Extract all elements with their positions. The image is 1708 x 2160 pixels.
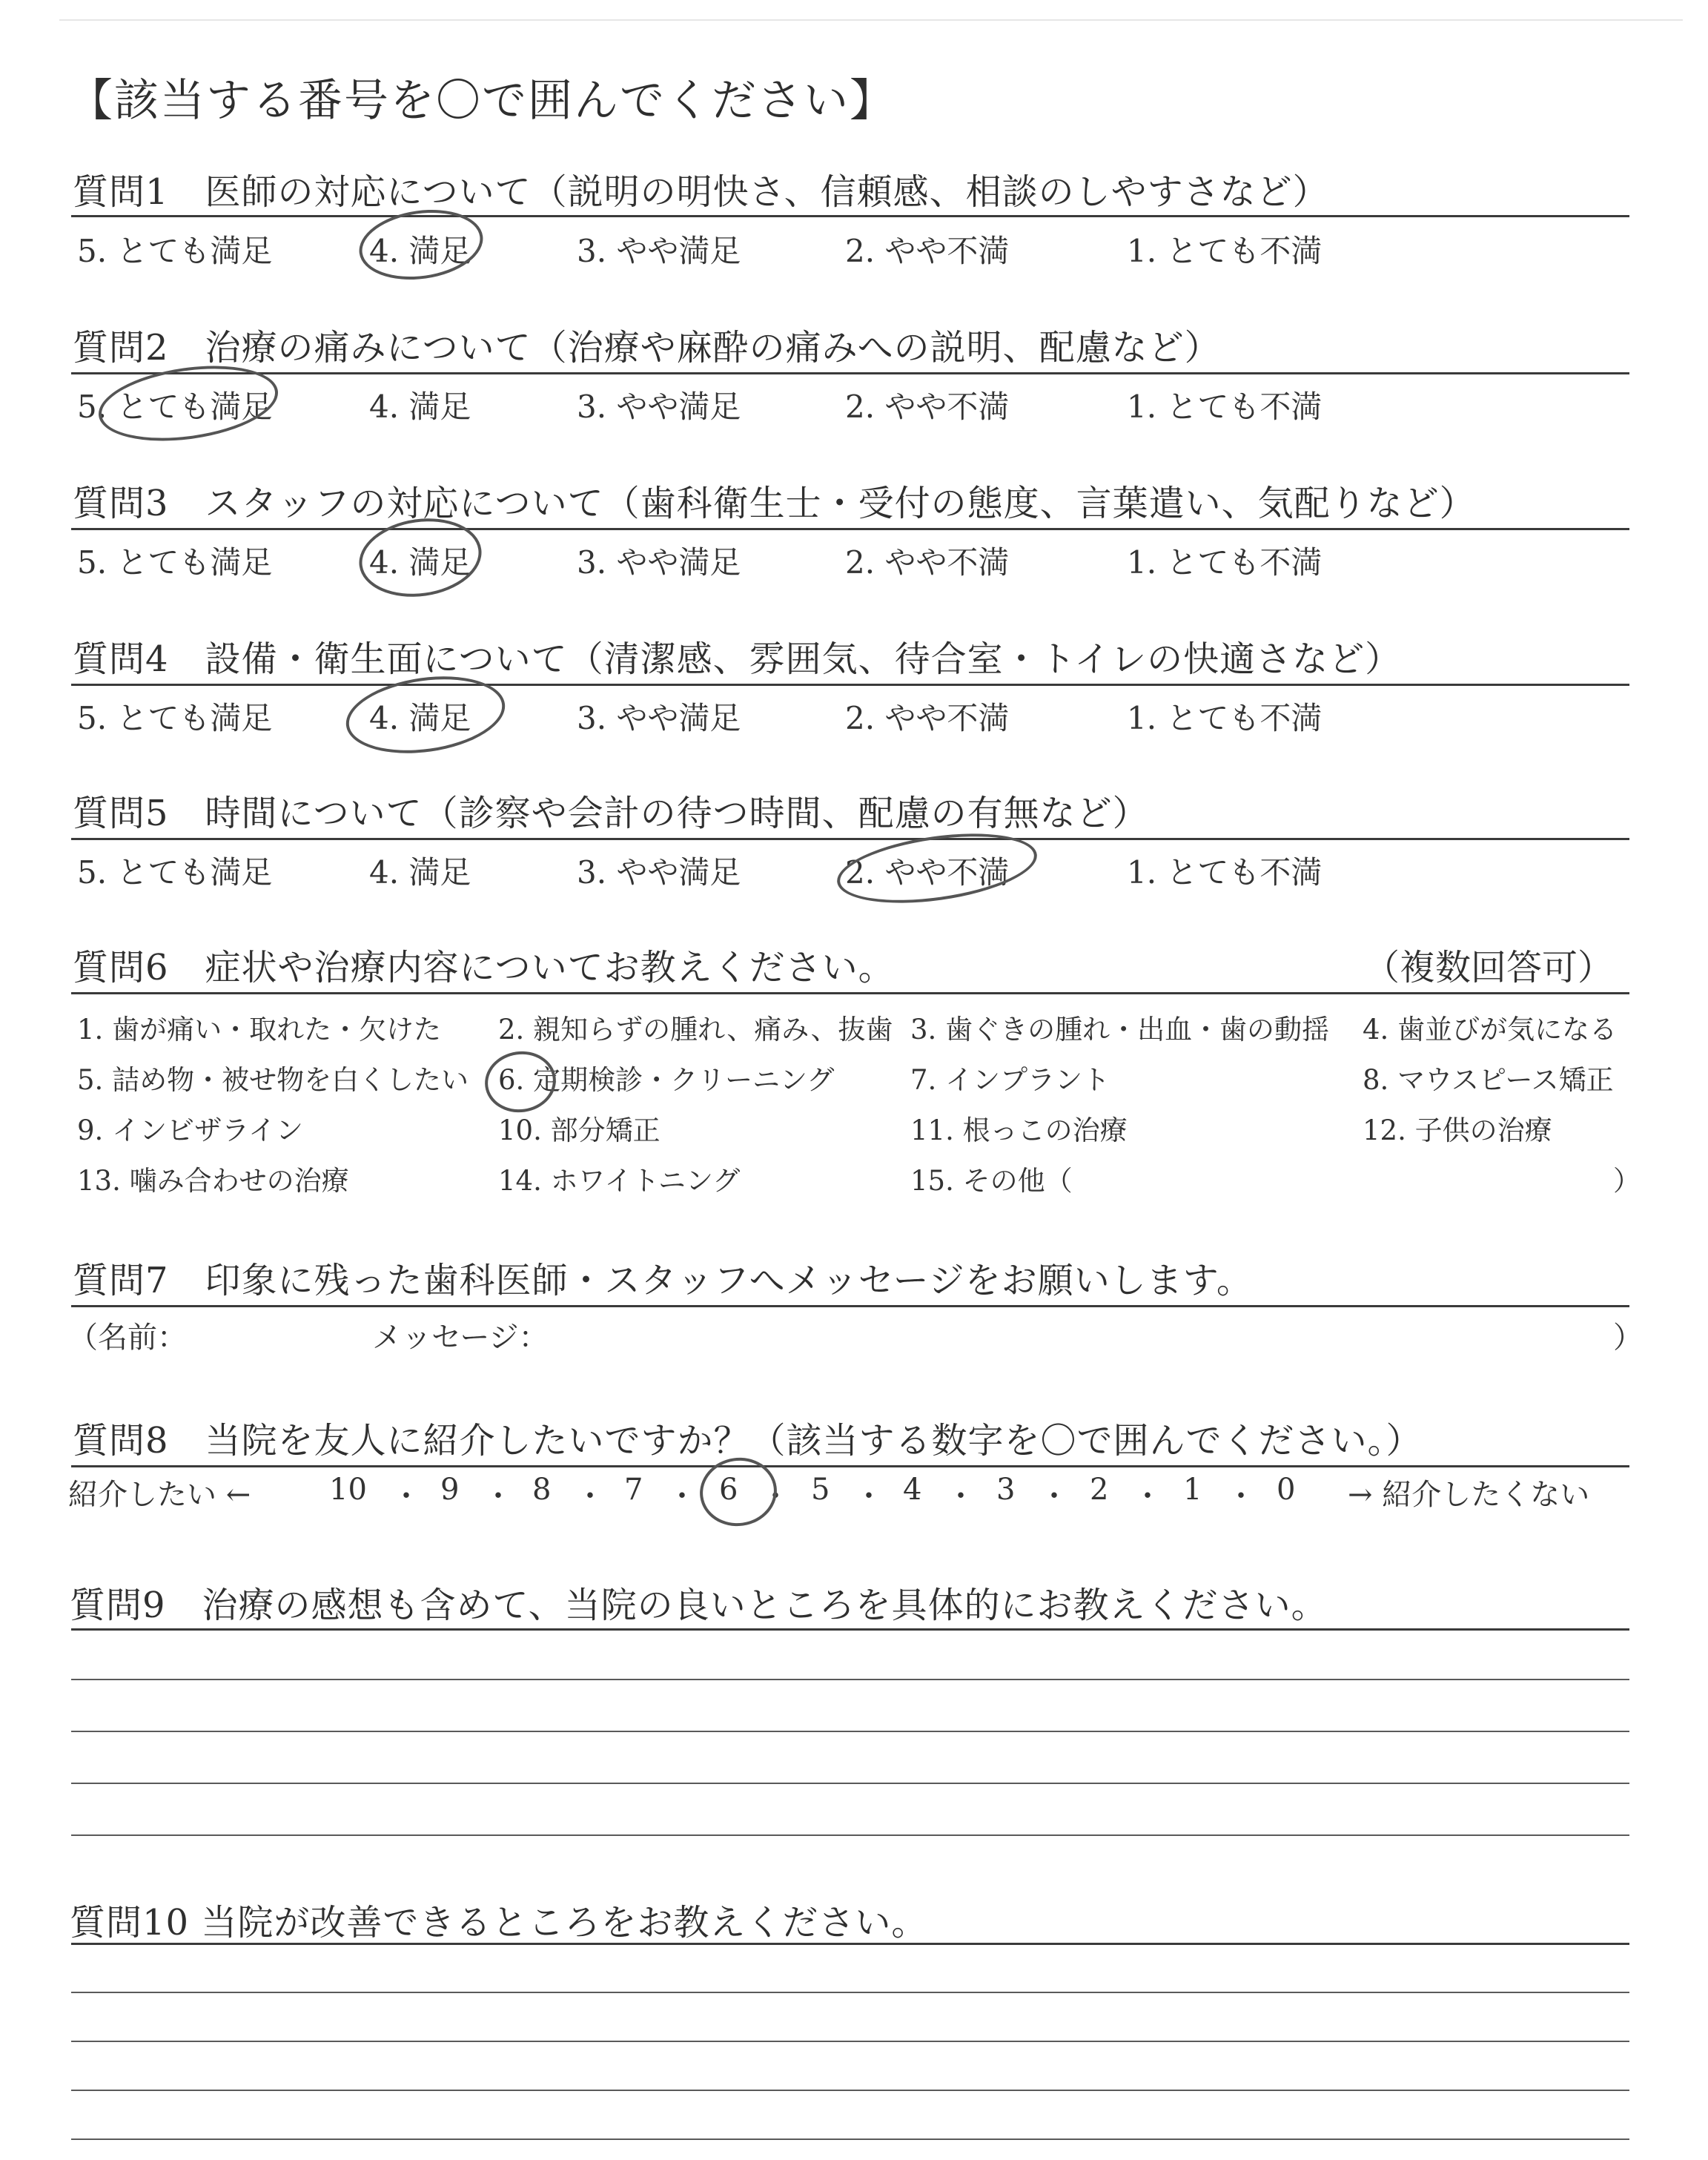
q8-scale-7[interactable]: 7 (624, 1473, 643, 1507)
q3-option-1[interactable]: 1. とても不満 (1127, 544, 1323, 581)
q4-option-5[interactable]: 5. とても満足 (77, 700, 273, 736)
q6-option-15[interactable]: 15. その他（ (910, 1165, 1073, 1197)
q6-option-5[interactable]: 5. 詰め物・被せ物を白くしたい (77, 1064, 469, 1096)
q4-option-3[interactable]: 3. やや満足 (577, 700, 741, 736)
q6-option-2[interactable]: 2. 親知らずの腫れ、痛み、抜歯 (498, 1014, 893, 1046)
question-7-rule (71, 1305, 1629, 1307)
q2-option-1[interactable]: 1. とても不満 (1127, 389, 1323, 425)
q2-option-5[interactable]: 5. とても満足 (77, 389, 273, 425)
instruction-header: 【該当する番号を〇で囲んでください】 (68, 75, 896, 127)
q8-scale-8[interactable]: 8 (532, 1473, 552, 1507)
q5-option-1[interactable]: 1. とても不満 (1127, 854, 1323, 891)
q8-scale-2[interactable]: 2 (1090, 1473, 1109, 1507)
question-10-title: 質問10 当院が改善できるところをお教えください。 (70, 1902, 928, 1943)
q6-option-14[interactable]: 14. ホワイトニング (498, 1165, 741, 1197)
question-8-title: 質問8 当院を友人に紹介したいですか？（該当する数字を〇で囲んでください。） (73, 1420, 1423, 1462)
q6-option-6[interactable]: 6. 定期検診・クリーニング (498, 1064, 835, 1096)
q6-option-11[interactable]: 11. 根っこの治療 (910, 1114, 1128, 1146)
q10-writing-line[interactable] (71, 2090, 1629, 2091)
q1-option-4[interactable]: 4. 満足 (369, 233, 471, 269)
q8-right-label: → 紹介したくない (1348, 1478, 1590, 1512)
question-4-title: 質問4 設備・衛生面について（清潔感、雰囲気、待合室・トイレの快適さなど） (73, 638, 1402, 680)
q9-writing-line[interactable] (71, 1783, 1629, 1784)
q10-writing-line[interactable] (71, 1992, 1629, 1993)
question-9-rule (71, 1628, 1629, 1631)
q6-option-9[interactable]: 9. インビザライン (77, 1114, 303, 1146)
q6-other-close: ） (1613, 1165, 1641, 1197)
q4-option-4[interactable]: 4. 満足 (369, 700, 471, 736)
q8-scale-dot: ・ (1133, 1479, 1162, 1513)
q4-option-1[interactable]: 1. とても不満 (1127, 700, 1323, 736)
q5-selection-circle (833, 822, 1041, 914)
q8-scale-9[interactable]: 9 (440, 1473, 460, 1507)
question-4-rule (71, 684, 1629, 686)
q6-option-1[interactable]: 1. 歯が痛い・取れた・欠けた (77, 1014, 442, 1046)
q5-option-2[interactable]: 2. やや不満 (845, 854, 1010, 891)
q3-option-3[interactable]: 3. やや満足 (577, 544, 741, 581)
q2-option-2[interactable]: 2. やや不満 (845, 389, 1010, 425)
q6-option-12[interactable]: 12. 子供の治療 (1363, 1114, 1552, 1146)
q8-scale-dot: ・ (391, 1479, 421, 1513)
q8-scale-0[interactable]: 0 (1277, 1473, 1296, 1507)
q8-scale-dot: ・ (483, 1479, 513, 1513)
question-5-rule (71, 838, 1629, 840)
top-divider (59, 19, 1683, 21)
q8-scale-1[interactable]: 1 (1183, 1473, 1202, 1507)
q8-scale-dot: ・ (854, 1479, 884, 1513)
q1-option-1[interactable]: 1. とても不満 (1127, 233, 1323, 269)
q7-close-paren: ） (1613, 1321, 1643, 1355)
q8-scale-dot: ・ (667, 1479, 697, 1513)
q2-option-3[interactable]: 3. やや満足 (577, 389, 741, 425)
q6-option-10[interactable]: 10. 部分矯正 (498, 1114, 661, 1146)
question-7-title: 質問7 印象に残った歯科医師・スタッフへメッセージをお願いします。 (73, 1260, 1253, 1301)
q6-option-4[interactable]: 4. 歯並びが気になる (1363, 1014, 1618, 1046)
q8-scale-dot: ・ (1039, 1479, 1069, 1513)
q6-option-13[interactable]: 13. 噛み合わせの治療 (77, 1165, 349, 1197)
question-2-title: 質問2 治療の痛みについて（治療や麻酔の痛みへの説明、配慮など） (73, 327, 1221, 369)
q7-name-label: （名前： (68, 1321, 187, 1355)
q7-message-field[interactable] (534, 1312, 1594, 1350)
question-6-title: 質問6 症状や治療内容についてお教えください。 (73, 947, 895, 988)
q2-option-4[interactable]: 4. 満足 (369, 389, 471, 425)
q8-scale-dot: ・ (946, 1479, 976, 1513)
question-3-rule (71, 528, 1629, 530)
q8-scale-3[interactable]: 3 (996, 1473, 1016, 1507)
q3-option-2[interactable]: 2. やや不満 (845, 544, 1010, 581)
q1-option-3[interactable]: 3. やや満足 (577, 233, 741, 269)
question-2-rule (71, 372, 1629, 374)
q3-option-4[interactable]: 4. 満足 (369, 544, 471, 581)
q5-option-4[interactable]: 4. 満足 (369, 854, 471, 891)
q8-scale-dot: ・ (1226, 1479, 1256, 1513)
q10-writing-line[interactable] (71, 2041, 1629, 2042)
q10-writing-line[interactable] (71, 2138, 1629, 2140)
q6-option-3[interactable]: 3. 歯ぐきの腫れ・出血・歯の動揺 (910, 1014, 1330, 1046)
q9-writing-line[interactable] (71, 1731, 1629, 1732)
question-5-title: 質問5 時間について（診察や会計の待つ時間、配慮の有無など） (73, 793, 1149, 834)
q8-left-label: 紹介したい ← (68, 1478, 251, 1512)
q8-scale-dot: ・ (761, 1479, 790, 1513)
q8-scale-dot: ・ (575, 1479, 605, 1513)
question-1-rule (71, 215, 1629, 217)
q6-option-8[interactable]: 8. マウスピース矯正 (1363, 1064, 1614, 1096)
q8-scale-10[interactable]: 10 (329, 1473, 367, 1507)
question-1-title: 質問1 医師の対応について（説明の明快さ、信頼感、相談のしやすさなど） (73, 171, 1329, 213)
question-9-title: 質問9 治療の感想も含めて、当院の良いところを具体的にお教えください。 (70, 1585, 1328, 1626)
q1-option-5[interactable]: 5. とても満足 (77, 233, 273, 269)
q9-writing-line[interactable] (71, 1679, 1629, 1680)
q4-option-2[interactable]: 2. やや不満 (845, 700, 1010, 736)
question-10-rule (71, 1943, 1629, 1945)
question-6-rule (71, 992, 1629, 994)
q8-scale-4[interactable]: 4 (903, 1473, 922, 1507)
q5-option-3[interactable]: 3. やや満足 (577, 854, 741, 891)
q9-writing-line[interactable] (71, 1834, 1629, 1836)
question-6-note: （複数回答可） (1364, 947, 1614, 988)
question-8-rule (71, 1465, 1629, 1467)
q5-option-5[interactable]: 5. とても満足 (77, 854, 273, 891)
question-3-title: 質問3 スタッフの対応について（歯科衛生士・受付の態度、言葉遣い、気配りなど） (73, 483, 1476, 524)
q6-option-7[interactable]: 7. インプラント (910, 1064, 1110, 1096)
q7-message-label: メッセージ： (372, 1321, 549, 1355)
q3-option-5[interactable]: 5. とても満足 (77, 544, 273, 581)
q8-scale-6[interactable]: 6 (719, 1473, 738, 1507)
q1-option-2[interactable]: 2. やや不満 (845, 233, 1010, 269)
q8-scale-5[interactable]: 5 (811, 1473, 830, 1507)
